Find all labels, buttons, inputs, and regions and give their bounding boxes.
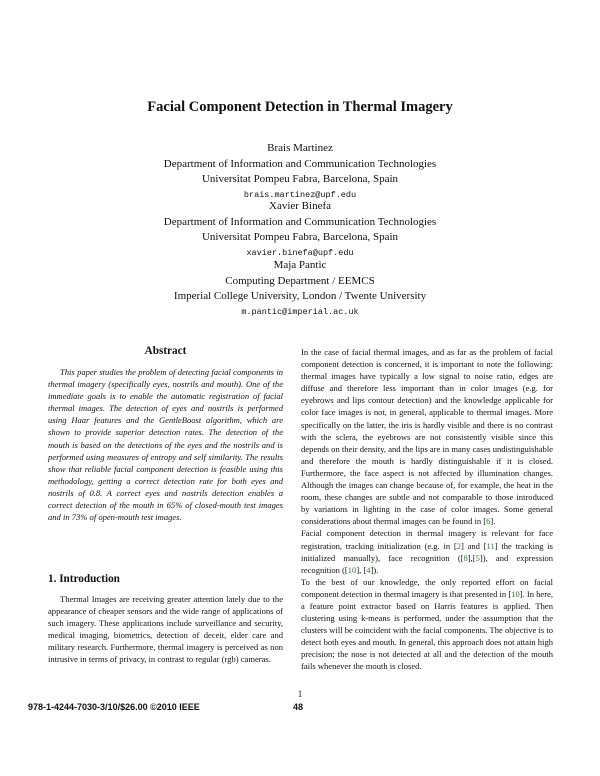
intro-column-left (48, 593, 283, 666)
author-email[interactable]: m.pantic@imperial.ac.uk (241, 306, 359, 317)
intro-paragraph-1: Thermal Images are receiving greater attention lately due to the appearance of cheaper sensors and the wide range of applications of such imagery. These applications include surveillance and security, medical imaging, biometrics, detection of deceit, elder care and military research. Furthermore, thermal imagery is perceived as non intrusive in terms of privacy, in contrast to regular (rgb) cameras. (48, 594, 283, 665)
intro-paragraph-4: To the best of our knowledge, the only reported effort on facial component detection in thermal imagery is that presented in [10]. In here, a feature point extractor based on Harris features is applied. Then clustering using k-means is performed, under the assumption that the clusters will be coincident with the facial components. The objective is to detect both eyes and mouth. In general, this approach does not attain high precision; the nose is not detected at all and the detection of the mouth fails whenever the mouth is closed. (301, 576, 553, 672)
author-affiliation: Department of Information and Communication Technologies (163, 157, 437, 170)
abstract-heading: Abstract (144, 345, 187, 357)
author-affiliation: Universitat Pompeu Fabra, Barcelona, Spain (201, 173, 399, 185)
author-email[interactable]: xavier.binefa@upf.edu (246, 247, 354, 258)
citation-link[interactable]: 5 (475, 552, 480, 563)
intro-column-right (301, 346, 553, 673)
citation-link[interactable]: 6 (486, 516, 491, 527)
citation-link[interactable]: 10 (347, 564, 357, 575)
author-block-3 (0, 258, 600, 319)
citation-link[interactable]: 11 (486, 540, 495, 551)
page-number: 1 (297, 689, 303, 699)
footer-page: 48 (293, 702, 304, 712)
author-name: Brais Martinez (267, 142, 333, 154)
author-affiliation: Universitat Pompeu Fabra, Barcelona, Spain (201, 231, 399, 243)
citation-link[interactable]: 8 (463, 552, 468, 563)
citation-link[interactable]: 2 (456, 540, 461, 551)
author-name: Xavier Binefa (269, 200, 331, 212)
author-email[interactable]: brais.martinez@upf.edu (243, 189, 357, 200)
footer-isbn: 978-1-4244-7030-3/10/$26.00 ©2010 IEEE (28, 702, 200, 712)
intro-paragraph-2: In the case of facial thermal images, and as far as the problem of facial component detection is concerned, it is important to note the following: thermal images have typically a low signal to noise ratio, edges are diffuse and therefore less important than in color images (e.g. for eyebrows and lips contour detection) and the knowledge applicable for color face images is not, in general, applicable to thermal images. More specifically on the latter, the iris is hardly visible and there is no contrast with the sclera, the eyebrows are not consistently visible since this depends on their density, and the lips are in many cases undistinguishable and therefore the mouth is hardly distinguishable if it is closed. Furthermore, the face aspect is not affected by illumination changes. Although the images can change because of, for example, the heat in the room, these changes are subtle and not comparable to those introduced by variations in lighting in the case of color images. Some general considerations about thermal images can be found in [6]. (301, 347, 553, 527)
author-affiliation: Department of Information and Communication Technologies (163, 215, 437, 228)
citation-link[interactable]: 4 (366, 564, 371, 575)
abstract-text: This paper studies the problem of detecting facial components in thermal imagery (specifically eyes, nostrils and mouth). One of the immediate goals is to enable the automatic registration of facial thermal images. The detection of eyes and nostrils is performed using Haar features and the GentleBoost algorithm, which are shown to provide superior detection rates. The detection of the mouth is based on the detections of the eyes and the nostrils and is performed using measures of entropy and self similarity. The results show that reliable facial component detection is feasible using this methodology, getting a correct detection rate for both eyes and nostrils of 0.8. A correct eyes and nostrils detection enables a correct detection of the mouth in 65% of closed-mouth test images and in 73% of open-mouth test images. (48, 367, 283, 523)
author-block-1 (0, 141, 600, 202)
citation-link[interactable]: 10 (511, 588, 520, 599)
author-affiliation: Imperial College University, London / Twente University (173, 290, 427, 302)
author-affiliation: Computing Department / EEMCS (225, 274, 375, 287)
intro-paragraph-3: Facial component detection in thermal imagery is relevant for face registration, tracking initialization (e.g. in [2] and [11] the tracking is initialized manually), face recognition ([8],[5]), and expression recognition ([10], [4]). (301, 528, 553, 575)
intro-heading: 1. Introduction (48, 573, 120, 585)
paper-title: Facial Component Detection in Thermal Imagery (147, 99, 453, 115)
author-name: Maja Pantic (273, 259, 327, 271)
author-block-2 (0, 199, 600, 260)
intro-paragraph-2-text: In the case of facial thermal images, and as far as the problem of facial component detection is concerned, it is important to note the following: thermal images have typically a low signal to noise ratio, edges are diffuse and therefore less important than in color images (e.g. for eyebrows and lips contour detection) and the knowledge applicable for color face images is not, in general, applicable to thermal images. More specifically on the latter, the iris is hardly visible and there is no contrast with the sclera, the eyebrows are not consistently visible since this depends on their density, and the lips are in many cases undistinguishable and therefore the mouth is hardly distinguishable if it is closed. Furthermore, the face aspect is not affected by illumination changes. Although the images can change because of, for example, the heat in the room, these changes are subtle and not comparable to those introduced by variations in lighting in the case of color images. Some general considerations about thermal images can be found in [ (301, 347, 553, 527)
